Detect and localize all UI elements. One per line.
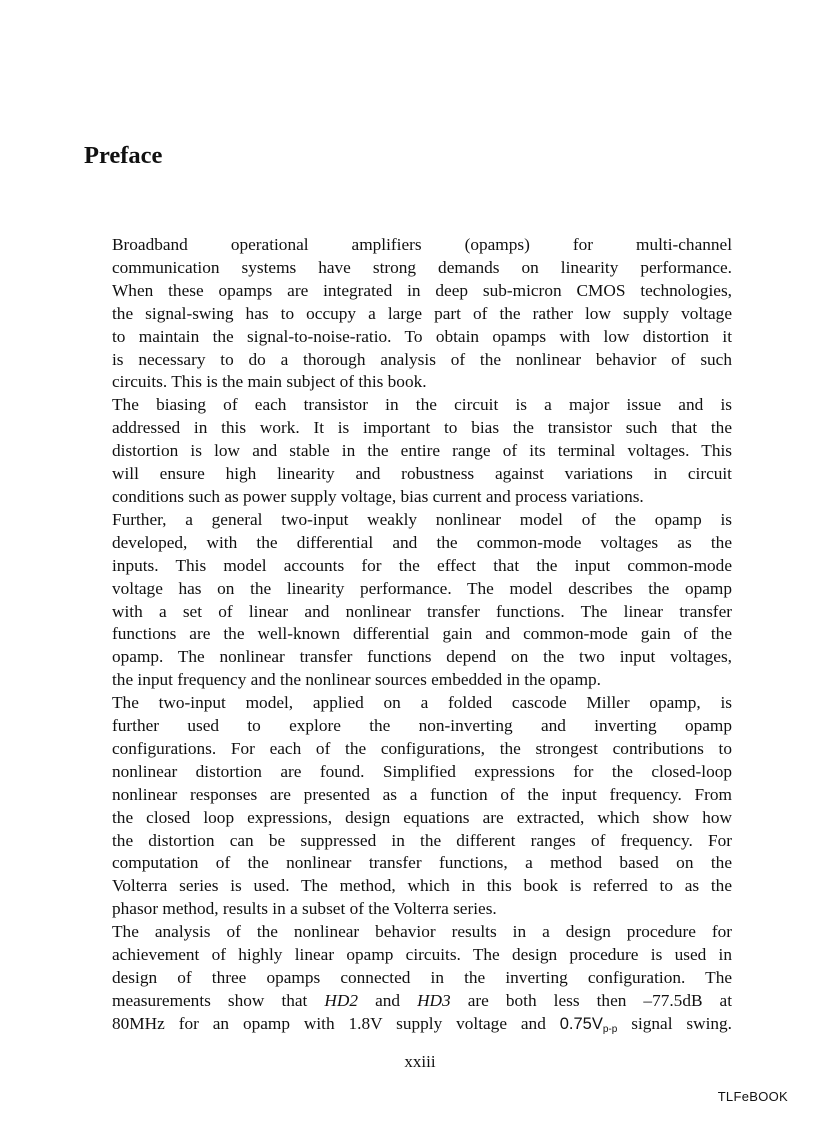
signal-swing-value xyxy=(560,1015,618,1033)
hd2-term: HD2 xyxy=(324,990,359,1010)
text-line: phasor method, results in a subset of the Volterra series. xyxy=(112,899,497,919)
text-line: nonlinear distortion are found. Simplified expressions for the closed-loop xyxy=(112,761,732,781)
text-line: to maintain the signal-to-noise-ratio. To obtain opamps with low distortion it xyxy=(112,326,732,346)
text-line: Broadband operational amplifiers (opamps) for multi-channel xyxy=(112,235,732,254)
text-line: inputs. This model accounts for the effect that the input common-mode xyxy=(112,555,732,575)
text-run: measurements show that xyxy=(112,990,325,1010)
paragraph xyxy=(84,234,732,394)
page-number: xxiii xyxy=(404,1052,436,1071)
page-title: Preface xyxy=(84,142,163,169)
text-line: nonlinear responses are presented as a function of the input frequency. From xyxy=(112,784,732,804)
text-line: with a set of linear and nonlinear transfer functions. The linear transfer xyxy=(112,601,732,621)
text-run: and xyxy=(358,990,418,1010)
text-line: computation of the nonlinear transfer functions, a method based on the xyxy=(112,853,732,873)
text-line: configurations. For each of the configurations, the strongest contributions to xyxy=(112,738,732,758)
text-line: The analysis of the nonlinear behavior results in a design procedure for xyxy=(112,922,732,942)
text-line: achievement of highly linear opamp circuits. The design procedure is used in xyxy=(112,945,732,965)
text-line: Volterra series is used. The method, which in this book is referred to as the xyxy=(112,876,732,896)
text-line: conditions such as power supply voltage, bias current and process variations. xyxy=(112,486,644,506)
text-line: communication systems have strong demands on linearity performance. xyxy=(112,257,732,277)
text-line: circuits. This is the main subject of this book. xyxy=(112,372,427,392)
text-line: the distortion can be suppressed in the different ranges of frequency. For xyxy=(112,830,732,850)
text-line: further used to explore the non-inverting and inverting opamp xyxy=(112,716,732,736)
text-line xyxy=(84,990,732,1013)
watermark: TLFeBOOK xyxy=(717,1089,788,1104)
text-line: opamp. The nonlinear transfer functions depend on the two input voltages, xyxy=(112,647,732,667)
text-line: When these opamps are integrated in deep sub-micron CMOS technologies, xyxy=(112,280,732,300)
text-line xyxy=(84,1013,732,1042)
paragraph xyxy=(84,692,732,921)
text-line: developed, with the differential and the common-mode voltages as the xyxy=(112,532,732,552)
text-line: functions are the well-known differential gain and common-mode gain of the xyxy=(112,624,732,644)
paragraph xyxy=(84,394,732,509)
text-line: The biasing of each transistor in the circuit is a major issue and is xyxy=(112,395,732,415)
text-line: distortion is low and stable in the entire range of its terminal voltages. This xyxy=(112,441,732,461)
text-line: the closed loop expressions, design equations are extracted, which show how xyxy=(112,807,732,827)
text-line: voltage has on the linearity performance. The model describes the opamp xyxy=(112,578,732,598)
text-run: signal swing. xyxy=(617,1013,733,1033)
text-line: the input frequency and the nonlinear sources embedded in the opamp. xyxy=(112,670,601,690)
text-run: are both less then –77.5dB at xyxy=(450,990,733,1010)
text-line: will ensure high linearity and robustness against variations in circuit xyxy=(112,464,732,484)
text-line: addressed in this work. It is important to bias the transistor such that the xyxy=(112,418,732,438)
text-line: is necessary to do a thorough analysis of the nonlinear behavior of such xyxy=(112,349,732,369)
text-line: The two-input model, applied on a folded cascode Miller opamp, is xyxy=(112,693,732,713)
preface-body xyxy=(84,234,732,1042)
swing-unit-subscript: p-p xyxy=(602,1023,618,1035)
text-line: Further, a general two-input weakly nonlinear model of the opamp is xyxy=(112,509,732,529)
hd3-term: HD3 xyxy=(417,990,451,1010)
text-run: 80MHz for an opamp with 1.8V supply voltage and xyxy=(112,1013,560,1033)
paragraph xyxy=(84,921,732,1042)
paragraph xyxy=(84,509,732,692)
text-line: the signal-swing has to occupy a large part of the rather low supply voltage xyxy=(112,303,732,323)
text-line: design of three opamps connected in the inverting configuration. The xyxy=(112,968,732,987)
swing-value: 0.75V xyxy=(559,1014,603,1033)
